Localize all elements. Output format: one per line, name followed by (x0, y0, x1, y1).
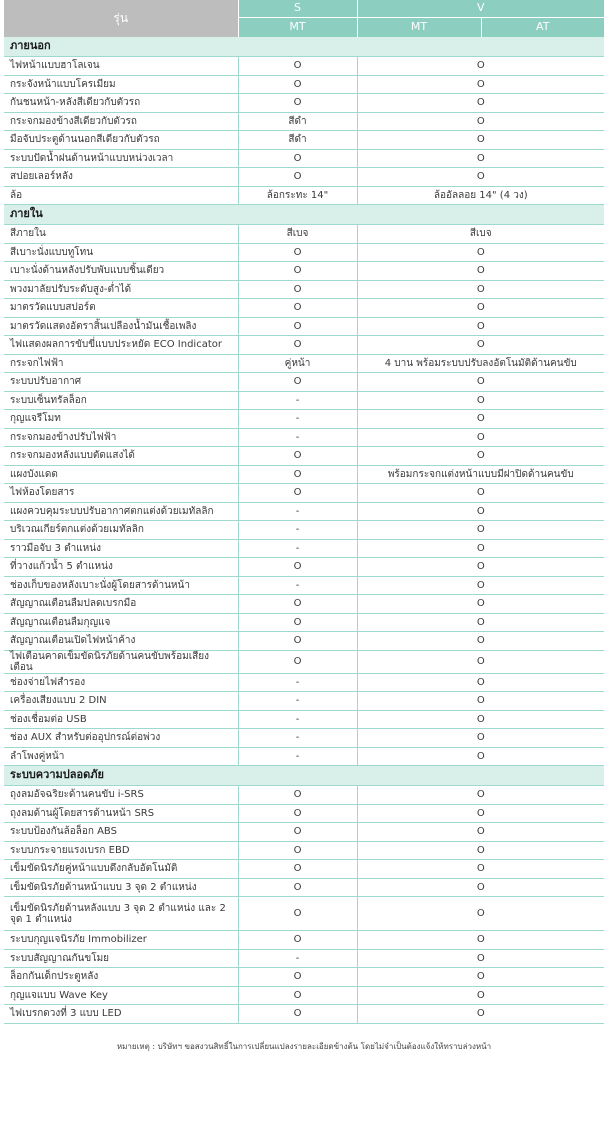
grade-v-value: O (357, 336, 604, 355)
section-header (4, 37, 604, 57)
grade-v-value: O (357, 632, 604, 651)
grade-v-value: O (357, 280, 604, 299)
grade-s-value: - (238, 410, 357, 429)
table-row (4, 747, 604, 766)
grade-v-value: O (357, 931, 604, 950)
table-row (4, 410, 604, 429)
grade-v-value: O (357, 410, 604, 429)
table-row (4, 280, 604, 299)
feature-name: กุญแจรีโมท (4, 410, 238, 429)
grade-s-value: O (238, 650, 357, 673)
grade-v-value: O (357, 1005, 604, 1024)
table-row (4, 823, 604, 842)
grade-s-value: O (238, 558, 357, 577)
grade-v-value: O (357, 729, 604, 748)
feature-name: สัญญาณเตือนลืมปลดเบรกมือ (4, 595, 238, 614)
grade-v-value: O (357, 986, 604, 1005)
grade-v-value: สีเบจ (357, 225, 604, 244)
feature-name: ระบบปรับอากาศ (4, 373, 238, 392)
grade-s-value: - (238, 692, 357, 711)
grade-v-value: O (357, 786, 604, 805)
feature-name: ราวมือจับ 3 ตำแหน่ง (4, 539, 238, 558)
table-row (4, 243, 604, 262)
feature-name: เข็มขัดนิรภัยด้านหลังแบบ 3 จุด 2 ตำแหน่ง และ 2 จุด 1 ตำแหน่ง (4, 897, 238, 931)
grade-v-value: O (357, 521, 604, 540)
grade-s-value: - (238, 729, 357, 748)
table-row (4, 595, 604, 614)
feature-name: ไฟเบรกดวงที่ 3 แบบ LED (4, 1005, 238, 1024)
feature-name: ระบบเซ็นทรัลล็อก (4, 391, 238, 410)
grade-v-value: O (357, 860, 604, 879)
table-row (4, 354, 604, 373)
feature-name: สัญญาณเตือนลืมกุญแจ (4, 613, 238, 632)
grade-s-value: O (238, 931, 357, 950)
grade-v-value: O (357, 949, 604, 968)
feature-name: ระบบสัญญาณกันขโมย (4, 949, 238, 968)
grade-v-header: V (357, 0, 604, 18)
grade-v-value: O (357, 57, 604, 76)
grade-s-value: O (238, 149, 357, 168)
grade-s-value: O (238, 465, 357, 484)
grade-s-value: คู่หน้า (238, 354, 357, 373)
table-row (4, 465, 604, 484)
feature-name: พวงมาลัยปรับระดับสูง-ต่ำได้ (4, 280, 238, 299)
trans-v-at-header: AT (481, 18, 604, 38)
grade-v-value: O (357, 650, 604, 673)
feature-name: ลำโพงคู่หน้า (4, 747, 238, 766)
feature-name: สปอยเลอร์หลัง (4, 168, 238, 187)
feature-name: สีภายใน (4, 225, 238, 244)
grade-s-value: สีดำ (238, 131, 357, 150)
table-row (4, 949, 604, 968)
grade-v-value: O (357, 317, 604, 336)
feature-name: เข็มขัดนิรภัยคู่หน้าแบบดึงกลับอัตโนมัติ (4, 860, 238, 879)
table-row (4, 1005, 604, 1024)
table-row (4, 986, 604, 1005)
grade-s-value: O (238, 986, 357, 1005)
grade-s-value: O (238, 897, 357, 931)
grade-s-value: - (238, 673, 357, 692)
feature-name: กระจกไฟฟ้า (4, 354, 238, 373)
grade-s-value: O (238, 860, 357, 879)
grade-v-value: O (357, 75, 604, 94)
feature-name: ถุงลมด้านผู้โดยสารด้านหน้า SRS (4, 804, 238, 823)
table-row (4, 447, 604, 466)
grade-s-value: O (238, 841, 357, 860)
grade-s-value: สีดำ (238, 112, 357, 131)
grade-v-value: O (357, 484, 604, 503)
grade-s-value: - (238, 391, 357, 410)
grade-s-value: - (238, 576, 357, 595)
table-row (4, 186, 604, 205)
feature-name: ไฟเตือนคาดเข็มขัดนิรภัยด้านคนขับพร้อมเสียงเตือน (4, 650, 238, 673)
feature-name: บริเวณเกียร์ตกแต่งด้วยเมทัลลิก (4, 521, 238, 540)
grade-s-value: O (238, 613, 357, 632)
spec-table (4, 0, 604, 1024)
grade-v-value: O (357, 447, 604, 466)
table-row (4, 729, 604, 748)
feature-name: แผงบังแดด (4, 465, 238, 484)
table-row (4, 632, 604, 651)
spec-body (4, 37, 604, 1023)
grade-v-value: O (357, 804, 604, 823)
table-row (4, 502, 604, 521)
section-title: ภายนอก (4, 37, 604, 57)
feature-name: เบาะนั่งด้านหลังปรับพับแบบชิ้นเดียว (4, 262, 238, 281)
model-header: รุ่น (4, 0, 238, 37)
section-title: ระบบความปลอดภัย (4, 766, 604, 786)
grade-s-value: O (238, 632, 357, 651)
grade-s-value: - (238, 710, 357, 729)
grade-s-header: S (238, 0, 357, 18)
grade-v-value: O (357, 391, 604, 410)
table-row (4, 786, 604, 805)
feature-name: ช่องเก็บของหลังเบาะนั่งผู้โดยสารด้านหน้า (4, 576, 238, 595)
grade-s-value: O (238, 168, 357, 187)
feature-name: ไฟแสดงผลการขับขี่แบบประหยัด ECO Indicator (4, 336, 238, 355)
grade-s-value: O (238, 243, 357, 262)
grade-s-value: O (238, 595, 357, 614)
table-row (4, 521, 604, 540)
table-row (4, 710, 604, 729)
table-row (4, 75, 604, 94)
feature-name: ระบบปัดน้ำฝนด้านหน้าแบบหน่วงเวลา (4, 149, 238, 168)
feature-name: ล็อกกันเด็กประตูหลัง (4, 968, 238, 987)
table-row (4, 299, 604, 318)
feature-name: เครื่องเสียงแบบ 2 DIN (4, 692, 238, 711)
grade-v-value: O (357, 558, 604, 577)
grade-v-value: O (357, 823, 604, 842)
feature-name: ช่องเชื่อมต่อ USB (4, 710, 238, 729)
grade-s-value: ล้อกระทะ 14" (238, 186, 357, 205)
grade-s-value: O (238, 75, 357, 94)
grade-s-value: - (238, 949, 357, 968)
grade-v-value: O (357, 243, 604, 262)
table-row (4, 317, 604, 336)
grade-s-value: - (238, 539, 357, 558)
feature-name: ไฟหน้าแบบฮาโลเจน (4, 57, 238, 76)
table-row (4, 558, 604, 577)
feature-name: ที่วางแก้วน้ำ 5 ตำแหน่ง (4, 558, 238, 577)
feature-name: สีเบาะนั่งแบบทูโทน (4, 243, 238, 262)
grade-s-value: สีเบจ (238, 225, 357, 244)
feature-name: เข็มขัดนิรภัยด้านหน้าแบบ 3 จุด 2 ตำแหน่ง (4, 878, 238, 897)
section-header (4, 766, 604, 786)
grade-s-value: O (238, 262, 357, 281)
grade-v-value: O (357, 502, 604, 521)
feature-name: มือจับประตูด้านนอกสีเดียวกับตัวรถ (4, 131, 238, 150)
feature-name: กระจกมองข้างสีเดียวกับตัวรถ (4, 112, 238, 131)
table-row (4, 336, 604, 355)
section-header (4, 205, 604, 225)
grade-s-value: O (238, 786, 357, 805)
feature-name: ช่องจ่ายไฟสำรอง (4, 673, 238, 692)
grade-s-value: - (238, 521, 357, 540)
table-row (4, 576, 604, 595)
table-row (4, 968, 604, 987)
feature-name: ระบบกระจายแรงเบรก EBD (4, 841, 238, 860)
feature-name: มาตรวัดแบบสปอร์ต (4, 299, 238, 318)
grade-v-value: O (357, 595, 604, 614)
grade-v-value: 4 บาน พร้อมระบบปรับลงอัตโนมัติด้านคนขับ (357, 354, 604, 373)
table-row (4, 225, 604, 244)
grade-v-value: พร้อมกระจกแต่งหน้าแบบมีฝาปิดด้านคนขับ (357, 465, 604, 484)
grade-s-value: O (238, 484, 357, 503)
grade-s-value: O (238, 1005, 357, 1024)
grade-v-value: O (357, 94, 604, 113)
grade-s-value: O (238, 299, 357, 318)
table-row (4, 804, 604, 823)
table-row (4, 373, 604, 392)
feature-name: สัญญาณเตือนเปิดไฟหน้าค้าง (4, 632, 238, 651)
table-row (4, 673, 604, 692)
grade-v-value: O (357, 692, 604, 711)
grade-s-value: O (238, 804, 357, 823)
grade-v-value: O (357, 373, 604, 392)
feature-name: กระจกมองข้างปรับไฟฟ้า (4, 428, 238, 447)
grade-s-value: O (238, 57, 357, 76)
grade-s-value: O (238, 94, 357, 113)
feature-name: ถุงลมอัจฉริยะด้านคนขับ i-SRS (4, 786, 238, 805)
grade-v-value: O (357, 149, 604, 168)
table-row (4, 131, 604, 150)
grade-v-value: O (357, 878, 604, 897)
feature-name: ช่อง AUX สำหรับต่ออุปกรณ์ต่อพ่วง (4, 729, 238, 748)
feature-name: ล้อ (4, 186, 238, 205)
table-row (4, 57, 604, 76)
grade-v-value: O (357, 968, 604, 987)
feature-name: กระจังหน้าแบบโครเมียม (4, 75, 238, 94)
feature-name: ไฟห้องโดยสาร (4, 484, 238, 503)
table-row (4, 650, 604, 673)
table-row (4, 262, 604, 281)
table-row (4, 168, 604, 187)
feature-name: ระบบป้องกันล้อล็อก ABS (4, 823, 238, 842)
table-row (4, 860, 604, 879)
section-title: ภายใน (4, 205, 604, 225)
grade-s-value: O (238, 878, 357, 897)
feature-name: กุญแจแบบ Wave Key (4, 986, 238, 1005)
grade-v-value: O (357, 539, 604, 558)
grade-v-value: O (357, 112, 604, 131)
grade-s-value: - (238, 428, 357, 447)
grade-v-value: ล้ออัลลอย 14" (4 วง) (357, 186, 604, 205)
feature-name: กันชนหน้า-หลังสีเดียวกับตัวรถ (4, 94, 238, 113)
table-row (4, 149, 604, 168)
grade-v-value: O (357, 168, 604, 187)
grade-v-value: O (357, 576, 604, 595)
feature-name: ระบบกุญแจนิรภัย Immobilizer (4, 931, 238, 950)
table-row (4, 428, 604, 447)
grade-s-value: O (238, 317, 357, 336)
grade-v-value: O (357, 897, 604, 931)
grade-v-value: O (357, 428, 604, 447)
table-row (4, 391, 604, 410)
grade-v-value: O (357, 299, 604, 318)
table-row (4, 539, 604, 558)
grade-s-value: O (238, 968, 357, 987)
grade-s-value: O (238, 280, 357, 299)
grade-v-value: O (357, 710, 604, 729)
grade-s-value: O (238, 823, 357, 842)
trans-s-mt-header: MT (238, 18, 357, 38)
table-row (4, 897, 604, 931)
grade-v-value: O (357, 673, 604, 692)
grade-s-value: - (238, 502, 357, 521)
grade-s-value: - (238, 747, 357, 766)
grade-v-value: O (357, 747, 604, 766)
feature-name: แผงควบคุมระบบปรับอากาศตกแต่งด้วยเมทัลลิก (4, 502, 238, 521)
table-row (4, 484, 604, 503)
grade-v-value: O (357, 841, 604, 860)
grade-v-value: O (357, 131, 604, 150)
table-row (4, 878, 604, 897)
table-row (4, 94, 604, 113)
table-row (4, 931, 604, 950)
table-row (4, 112, 604, 131)
grade-s-value: O (238, 336, 357, 355)
table-row (4, 692, 604, 711)
grade-v-value: O (357, 262, 604, 281)
table-row (4, 613, 604, 632)
grade-s-value: O (238, 373, 357, 392)
trans-v-mt-header: MT (357, 18, 481, 38)
footnote: หมายเหตุ : บริษัทฯ ขอสงวนสิทธิ์ในการเปลี่ยนแปลงรายละเอียดข้างต้น โดยไม่จำเป็นต้องแจ้งให้ทราบล่วงหน้า (116, 1041, 492, 1051)
grade-v-value: O (357, 613, 604, 632)
feature-name: มาตรวัดแสดงอัตราสิ้นเปลืองน้ำมันเชื้อเพลิง (4, 317, 238, 336)
table-row (4, 841, 604, 860)
grade-s-value: O (238, 447, 357, 466)
feature-name: กระจกมองหลังแบบตัดแสงได้ (4, 447, 238, 466)
